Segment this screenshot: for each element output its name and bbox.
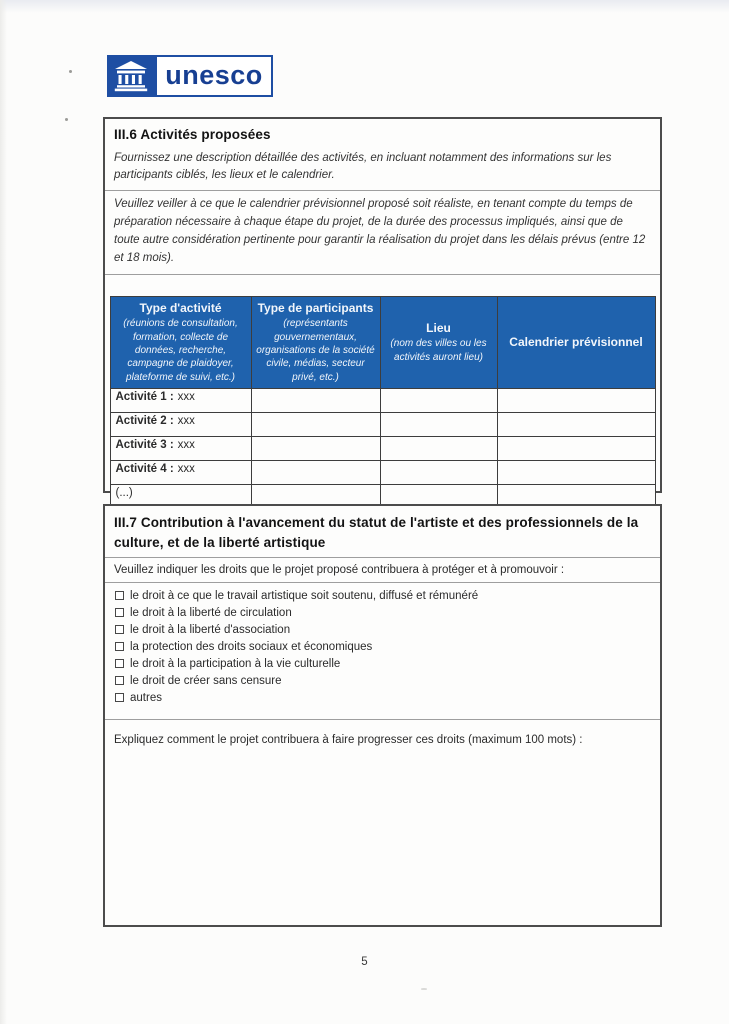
- checkbox-item-droit-travail-soutenu[interactable]: [114, 589, 651, 603]
- checkbox-icon[interactable]: [115, 676, 124, 685]
- checkbox-label: le droit à la liberté de circulation: [130, 606, 292, 619]
- checkbox-icon[interactable]: [115, 642, 124, 651]
- checkbox-label: autres: [130, 692, 162, 705]
- lieu-cell[interactable]: [380, 388, 497, 412]
- section-iii6-paragraph-1: Fournissez une description détaillée des activités, en incluant notamment des informations sur les participants ciblés, les lieux et le calendrier.: [114, 151, 612, 182]
- activity-label-cell[interactable]: Activité 3 : xxx: [110, 436, 251, 460]
- checkbox-icon[interactable]: [115, 625, 124, 634]
- participants-cell[interactable]: [251, 436, 380, 460]
- activities-table: [110, 296, 656, 537]
- table-row-activite-3: [110, 436, 655, 460]
- scan-edge-shadow-top: [0, 0, 729, 13]
- checkbox-item-autres[interactable]: [114, 691, 651, 705]
- table-row-activite-2: [110, 412, 655, 436]
- table-row-activite-4: [110, 460, 655, 484]
- checkbox-label: le droit à la liberté d'association: [130, 623, 291, 636]
- calendrier-cell[interactable]: [497, 460, 655, 484]
- section-iii7-title: III.7 Contribution à l'avancement du statut de l'artiste et des professionnels de la culture, et de la liberté artistique: [114, 515, 639, 550]
- activity-label-cell[interactable]: Activité 4 : xxx: [110, 460, 251, 484]
- unesco-logo: [107, 55, 273, 97]
- activity-label-cell[interactable]: (...): [110, 484, 251, 513]
- checkbox-item-droits-sociaux[interactable]: [114, 640, 651, 654]
- participants-cell[interactable]: [251, 388, 380, 412]
- lieu-cell[interactable]: [380, 436, 497, 460]
- scan-speck: [65, 118, 68, 121]
- participants-cell[interactable]: [251, 412, 380, 436]
- explanation-area[interactable]: [105, 720, 660, 925]
- participants-cell[interactable]: [251, 460, 380, 484]
- lieu-cell[interactable]: [380, 412, 497, 436]
- scan-speck: [69, 70, 72, 73]
- checkbox-icon[interactable]: [115, 659, 124, 668]
- unesco-wordmark: unesco: [165, 59, 263, 90]
- column-header-type-activite: Type d'activité (réunions de consultation, formation, collecte de données, recherche, campagne de plaidoyer, plateforme de suivi, etc.): [110, 297, 251, 388]
- checkbox-item-vie-culturelle[interactable]: [114, 657, 651, 671]
- column-header-type-participants: Type de participants (représentants gouvernementaux, organisations de la société civile, médias, secteur privé, etc.): [251, 297, 380, 388]
- section-iii6-paragraph-2: Veuillez veiller à ce que le calendrier prévisionnel proposé soit réaliste, en tenant compte du temps de préparation nécessaire à chaque étape du projet, de la durée des processus impliqués, ainsi que de toute autre considération pertinente pour garantir la réalisation du projet dans les délais prévus (entre 12 et 18 mois).: [114, 198, 646, 264]
- checkbox-item-sans-censure[interactable]: [114, 674, 651, 688]
- calendrier-cell[interactable]: [497, 388, 655, 412]
- checkbox-icon[interactable]: [115, 608, 124, 617]
- checkbox-item-liberte-circulation[interactable]: [114, 606, 651, 620]
- column-header-calendrier: Calendrier prévisionnel: [497, 297, 655, 388]
- checkbox-item-liberte-association[interactable]: [114, 623, 651, 637]
- unesco-temple-icon: [107, 55, 155, 97]
- lieu-cell[interactable]: [380, 460, 497, 484]
- checkbox-icon[interactable]: [115, 591, 124, 600]
- activities-table-header-row: [110, 297, 655, 388]
- activity-label-cell[interactable]: Activité 2 : xxx: [110, 412, 251, 436]
- checkbox-label: le droit à ce que le travail artistique soit soutenu, diffusé et rémunéré: [130, 589, 479, 602]
- checkbox-label: le droit à la participation à la vie culturelle: [130, 658, 341, 671]
- rights-checkbox-list: [105, 583, 660, 721]
- unesco-wordmark-box: [155, 55, 273, 97]
- calendrier-cell[interactable]: [497, 436, 655, 460]
- scan-edge-shadow-left: [0, 0, 7, 1024]
- table-row-activite-1: [110, 388, 655, 412]
- section-iii6-title: III.6 Activités proposées: [114, 127, 271, 142]
- checkbox-label: la protection des droits sociaux et économiques: [130, 641, 373, 654]
- activity-label-cell[interactable]: Activité 1 : xxx: [110, 388, 251, 412]
- column-header-lieu: Lieu (nom des villes ou les activités auront lieu): [380, 297, 497, 388]
- section-iii6-box: [103, 117, 662, 499]
- calendrier-cell[interactable]: [497, 412, 655, 436]
- section-iii7-prompt: Expliquez comment le projet contribuera à faire progresser ces droits (maximum 100 mots) :: [114, 734, 583, 747]
- page-number: 5: [361, 956, 368, 968]
- checkbox-label: le droit de créer sans censure: [130, 675, 282, 688]
- scan-speck: [421, 988, 427, 990]
- section-iii7-intro: Veuillez indiquer les droits que le projet proposé contribuera à protéger et à promouvoir :: [114, 564, 565, 577]
- section-iii7-box: [103, 504, 662, 927]
- checkbox-icon[interactable]: [115, 693, 124, 702]
